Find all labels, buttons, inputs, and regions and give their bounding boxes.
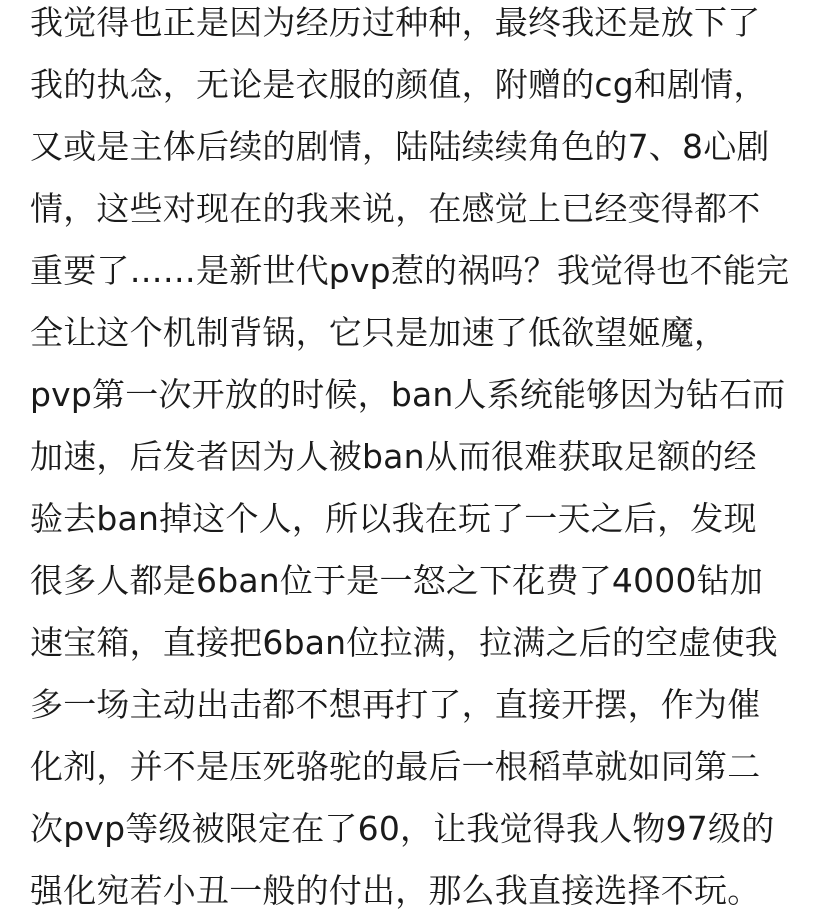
text-line-3: 又或是主体后续的剧情，陆陆续续角色的7、8心剧 xyxy=(30,127,770,166)
text-line-2: 我的执念，无论是衣服的颜值，附赠的cg和剧情， xyxy=(30,65,767,104)
text-line-6: 全让这个机制背锅，它只是加速了低欲望姬魔， xyxy=(30,313,728,352)
text-line-5: 重要了……是新世代pvp惹的祸吗？我觉得也不能完 xyxy=(30,251,790,290)
text-line-8: 加速，后发者因为人被ban从而很难获取足额的经 xyxy=(30,437,757,476)
text-line-4: 情，这些对现在的我来说，在感觉上已经变得都不 xyxy=(30,189,761,228)
text-line-1: 我觉得也正是因为经历过种种，最终我还是放下了 xyxy=(30,3,761,42)
text-line-11: 速宝箱，直接把6ban位拉满，拉满之后的空虚使我 xyxy=(30,623,778,662)
document-body xyxy=(30,0,820,922)
text-line-15: 强化宛若小丑一般的付出，那么我直接选择不玩。 xyxy=(30,871,761,910)
text-line-12: 多一场主动出击都不想再打了，直接开摆，作为催 xyxy=(30,685,761,724)
text-line-10: 很多人都是6ban位于是一怒之下花费了4000钻加 xyxy=(30,561,764,600)
text-line-13: 化剂，并不是压死骆驼的最后一根稻草就如同第二 xyxy=(30,747,761,786)
text-line-7: pvp第一次开放的时候，ban人系统能够因为钻石而 xyxy=(30,375,786,414)
text-line-9: 验去ban掉这个人，所以我在玩了一天之后，发现 xyxy=(30,499,757,538)
text-line-14: 次pvp等级被限定在了60，让我觉得我人物97级的 xyxy=(30,809,775,848)
